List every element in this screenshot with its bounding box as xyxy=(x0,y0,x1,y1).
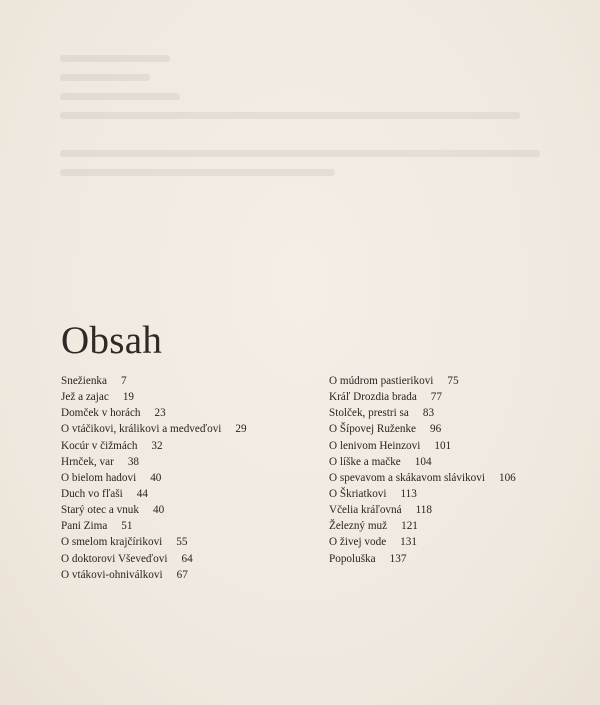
toc-entry-page-number: 75 xyxy=(447,375,459,387)
toc-entry-page-number: 77 xyxy=(430,391,442,404)
toc-entry-title: Jež a zajac xyxy=(61,391,109,404)
toc-entry-title: O vtáčikovi, králikovi a medveďovi xyxy=(61,423,222,436)
toc-entry xyxy=(329,470,516,486)
toc-entry-page-number: 44 xyxy=(136,487,148,500)
toc-entry-title: Popoluška xyxy=(329,552,376,565)
toc-column-left xyxy=(61,373,247,583)
toc-entry-page-number: 32 xyxy=(151,439,163,452)
toc-entry-page-number: 118 xyxy=(415,504,432,517)
toc-entry-title: O živej vode xyxy=(329,536,387,549)
toc-entry-page-number: 96 xyxy=(430,423,442,436)
toc-entry-page-number: 131 xyxy=(400,536,417,549)
toc-entry xyxy=(61,534,247,550)
toc-entry-page-number: 40 xyxy=(152,504,165,517)
toc-entry xyxy=(329,421,516,437)
toc-entry-page-number: 7 xyxy=(120,375,127,387)
toc-entry xyxy=(61,421,247,437)
toc-entry xyxy=(329,486,516,502)
toc-entry-title: O lenivom Heinzovi xyxy=(329,439,421,452)
toc-entry xyxy=(61,486,247,502)
toc-entry-title: O doktorovi Vševeďovi xyxy=(61,552,168,565)
toc-entry-page-number: 40 xyxy=(150,471,162,484)
toc-entry-page-number: 121 xyxy=(401,520,418,533)
toc-entry xyxy=(329,534,516,550)
toc-entry-page-number: 106 xyxy=(498,471,516,484)
toc-entry-title: O Škriatkovi xyxy=(329,487,387,500)
toc-entry-title: O Šípovej Ruženke xyxy=(329,423,416,436)
toc-entry xyxy=(61,438,247,454)
toc-entry-title: Snežienka xyxy=(61,375,107,387)
toc-entry-page-number: 64 xyxy=(181,552,193,565)
toc-entry-title: Kráľ Drozdia brada xyxy=(329,391,417,404)
toc-entry-title: Hrnček, var xyxy=(61,455,114,468)
toc-entry-title: Železný muž xyxy=(329,520,388,533)
toc-entry xyxy=(61,405,247,421)
toc-entry-page-number: 83 xyxy=(422,407,435,420)
toc-entry xyxy=(329,438,516,454)
toc-entry-page-number: 38 xyxy=(127,455,139,468)
page-title: Obsah xyxy=(61,319,163,363)
toc-entry-title: O spevavom a skákavom slávikovi xyxy=(329,471,485,484)
toc-entry xyxy=(329,518,516,534)
toc-entry-page-number: 23 xyxy=(154,407,166,420)
toc-entry xyxy=(329,405,516,421)
toc-entry xyxy=(61,502,247,518)
toc-entry-title: O vtákovi-ohniválkovi xyxy=(61,568,163,581)
toc-entry-title: Domček v horách xyxy=(61,407,141,420)
toc-entry xyxy=(61,518,247,534)
toc-entry-page-number: 137 xyxy=(389,552,407,565)
toc-entry-title: Včelia kráľovná xyxy=(329,504,402,517)
toc-entry xyxy=(329,551,516,567)
toc-entry-page-number: 19 xyxy=(122,391,135,404)
toc-entry-title: Kocúr v čižmách xyxy=(61,439,138,452)
toc-entry xyxy=(329,373,516,389)
toc-entry-title: Duch vo fľaši xyxy=(61,487,123,500)
toc-entry-title: O bielom hadovi xyxy=(61,471,137,484)
toc-entry-page-number: 29 xyxy=(235,423,247,436)
toc-entry-title: O líške a mačke xyxy=(329,455,401,468)
toc-entry-title: O smelom krajčírikovi xyxy=(61,536,163,549)
toc-entry xyxy=(329,454,516,470)
toc-entry xyxy=(61,389,247,405)
toc-entry xyxy=(329,389,516,405)
toc-entry-title: Pani Zima xyxy=(61,520,108,533)
toc-entry-title: Starý otec a vnuk xyxy=(61,504,139,517)
toc-entry xyxy=(329,502,516,518)
show-through-text xyxy=(60,55,560,195)
toc-column-right xyxy=(329,373,516,567)
toc-entry-page-number: 113 xyxy=(400,487,417,500)
toc-entry xyxy=(61,551,247,567)
toc-entry xyxy=(61,454,247,470)
toc-entry xyxy=(61,373,247,389)
toc-entry-page-number: 51 xyxy=(121,520,133,533)
toc-entry-page-number: 101 xyxy=(434,439,452,452)
toc-entry-page-number: 104 xyxy=(414,455,432,468)
toc-entry xyxy=(61,470,247,486)
toc-entry-page-number: 67 xyxy=(176,568,188,581)
toc-entry xyxy=(61,567,247,583)
toc-entry-title: Stolček, prestri sa xyxy=(329,407,409,420)
toc-entry-page-number: 55 xyxy=(176,536,188,549)
toc-entry-title: O múdrom pastierikovi xyxy=(329,375,434,387)
